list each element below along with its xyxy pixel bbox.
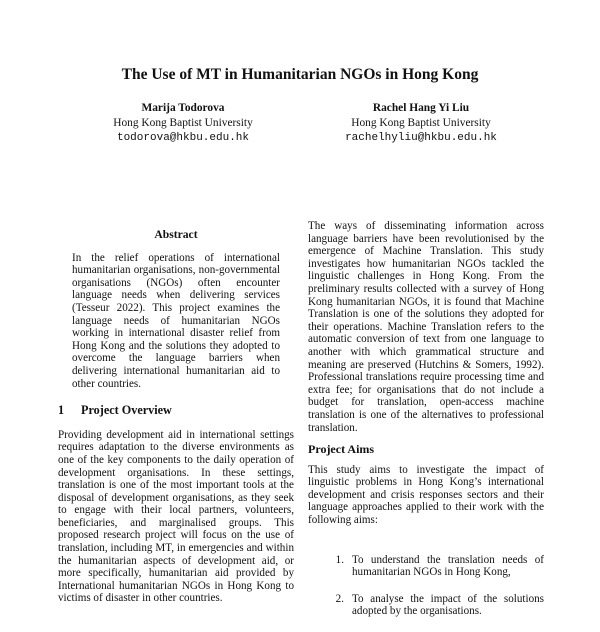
section-paragraph: Providing development aid in international settings requires adaptation to the diverse environments as one of the key components to the daily operation of development organisations. In these settings, translation is one of the most important tools at the disposal of development organisations, as they seek to engage with their local partners, volunteers, beneficiaries, and marginalised groups. This proposed research project will focus on the use of translation, including MT, in emergencies and within the humanitarian aspects of development aid, or more specifically, humanitarian aid provided by International humanitarian NGOs in Hong Kong to victims of disaster in other countries. xyxy=(58,428,294,605)
author-affiliation: Hong Kong Baptist University xyxy=(113,117,253,129)
section-heading xyxy=(58,404,294,417)
author-email[interactable]: rachelhyliu@hkbu.edu.hk xyxy=(345,132,497,144)
list-item-text: To analyse the impact of the solutions adopted by the organisations. xyxy=(352,592,544,618)
author-affiliation: Hong Kong Baptist University xyxy=(351,117,491,129)
aims-intro: This study aims to investigate the impact of linguistic problems in Hong Kong’s international development and crisis responses sectors and their language approaches applied to their work with the following aims: xyxy=(308,463,544,527)
section-number: 1 xyxy=(58,403,65,418)
aims-list xyxy=(308,554,544,618)
list-item-number: 1. xyxy=(335,553,344,566)
intro-paragraph: The ways of disseminating information across language barriers have been revolutionised by the emergence of Machine Translation. This study investigates how humanitarian NGOs tackled the linguistic challenges in Hong Kong. From the preliminary results collected with a survey of Hong Kong humanitarian NGOs, it is found that Machine Translation is one of the solutions they adopted for their operations. Machine Translation refers to the automatic conversion of text from one language to another with which grammatical structure and meaning are preserved (Hutchins & Somers, 1992). Professional translations require processing time and extra fee; for organisations that do not include a budget for translation, open-access machine translation is one of the alternatives to professional translation. xyxy=(308,220,544,434)
author-email[interactable]: todorova@hkbu.edu.hk xyxy=(116,132,250,144)
section-title: Project Overview xyxy=(81,403,172,418)
abstract-text: In the relief operations of international humanitarian organisations, non-governmental organisations (NGOs) often encounter language needs when delivering services (Tesseur 2022). This project examines the language needs of humanitarian NGOs working in international disaster relief from Hong Kong and the solutions they adopted to overcome the language barriers when delivering international humanitarian aid to other countries. xyxy=(72,251,280,390)
list-item-number: 2. xyxy=(335,592,344,605)
right-column xyxy=(308,220,544,632)
abstract-heading: Abstract xyxy=(154,228,198,241)
left-column xyxy=(58,229,294,605)
list-item xyxy=(308,593,544,618)
list-item xyxy=(308,554,544,579)
author-name: Rachel Hang Yi Liu xyxy=(372,102,470,114)
author-name: Marija Todorova xyxy=(141,102,225,114)
author-block-1 xyxy=(88,101,278,146)
aims-heading: Project Aims xyxy=(308,442,375,457)
author-block-2 xyxy=(326,101,516,146)
list-item-text: To understand the translation needs of humanitarian NGOs in Hong Kong, xyxy=(352,553,544,579)
paper-title: The Use of MT in Humanitarian NGOs in Hong Kong xyxy=(121,66,479,83)
